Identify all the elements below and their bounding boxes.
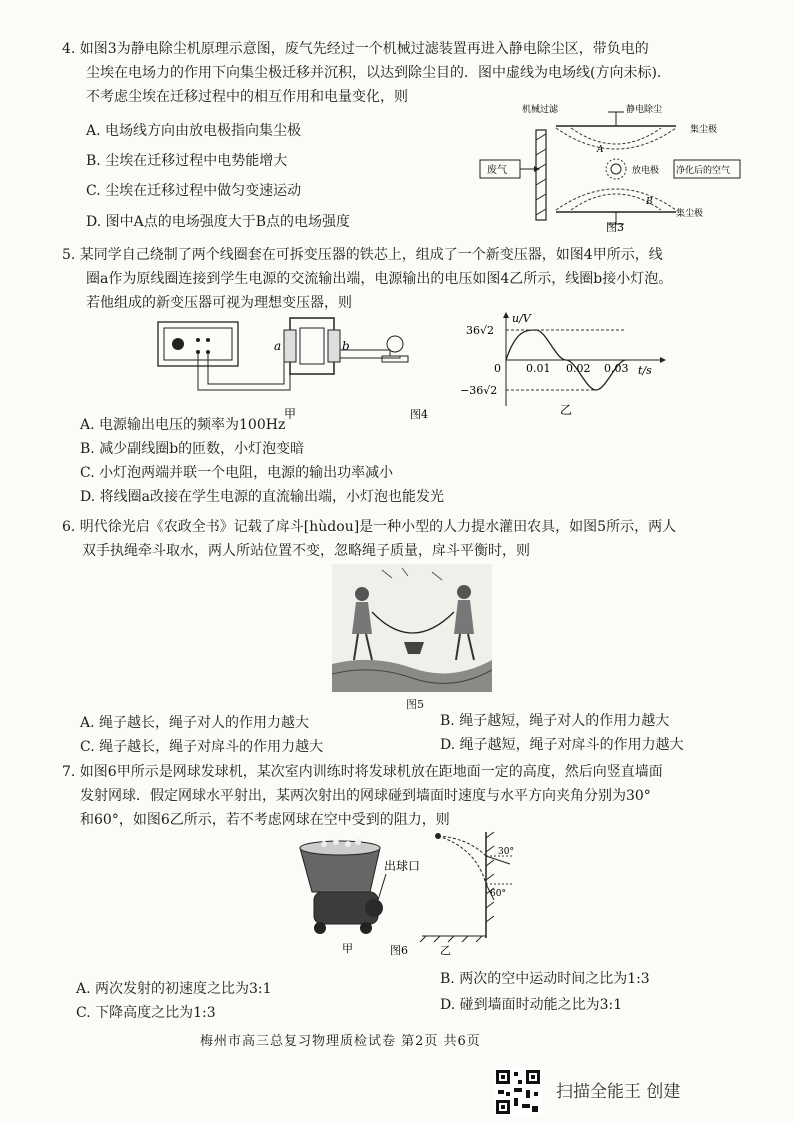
q6-option-c: C. 绳子越长，绳子对戽斗的作用力越大 xyxy=(80,739,324,755)
collector-bottom-label: 集尘极 xyxy=(676,209,704,219)
qr-code-icon xyxy=(494,1068,542,1116)
y-max-label: 36√2 xyxy=(466,324,495,337)
scanner-watermark: 扫描全能王 创建 xyxy=(556,1082,681,1102)
q4-option-d: D. 图中A点的电场强度大于B点的电场强度 xyxy=(86,214,351,230)
figure-3-caption: 图3 xyxy=(606,221,624,232)
q4-option-c: C. 尘埃在迁移过程中做匀变速运动 xyxy=(86,183,302,199)
y-axis-label: u/V xyxy=(512,312,531,325)
figure-4-yi-label: 乙 xyxy=(560,403,573,417)
figure-6-yi-label: 乙 xyxy=(440,944,451,957)
figure-4-caption: 图4 xyxy=(410,408,428,421)
filter-label: 机械过滤 xyxy=(522,105,559,115)
figure-5-caption: 图5 xyxy=(406,698,424,711)
x-axis-label: t/s xyxy=(638,364,652,377)
outlet-label: 出球口 xyxy=(384,859,421,873)
y-min-label: −36√2 xyxy=(460,384,498,397)
q4-option-a: A. 电场线方向由放电极指向集尘极 xyxy=(86,123,302,139)
collector-top-label: 集尘极 xyxy=(690,125,718,135)
q4-line-3: 不考虑尘埃在迁移过程中的相互作用和电量变化，则 xyxy=(86,89,408,105)
q5-option-b: B. 减少副线圈b的匝数，小灯泡变暗 xyxy=(80,441,305,457)
q6-line-2: 双手执绳牵斗取水，两人所站位置不变，忽略绳子质量，戽斗平衡时，则 xyxy=(82,543,530,559)
q5-line-3: 若他组成的新变压器可视为理想变压器，则 xyxy=(86,295,352,311)
coil-b-label: b xyxy=(342,339,350,353)
q6-option-a: A. 绳子越长，绳子对人的作用力越大 xyxy=(80,715,310,731)
q5-line-2: 圈a作为原线圈连接到学生电源的交流输出端，电源输出的电压如图4乙所示，线圈b接小灯泡。 xyxy=(86,271,673,287)
electrostatic-precipitator-diagram xyxy=(476,100,744,232)
discharge-label: 放电极 xyxy=(632,166,660,176)
q6-option-b: B. 绳子越短，绳子对人的作用力越大 xyxy=(440,713,670,729)
q5-option-c: C. 小灯泡两端并联一个电阻，电源的输出功率减小 xyxy=(80,465,394,481)
tick-001: 0.01 xyxy=(526,362,551,375)
tennis-machine-figure xyxy=(290,828,550,960)
clean-air-label: 净化后的空气 xyxy=(676,166,731,176)
q6-line-1: 6. 明代徐光启《农政全书》记载了戽斗[hùdou]是一种小型的人力提水灌田农具，如图5所示，两人 xyxy=(62,519,677,535)
figure-6-jia-label: 甲 xyxy=(342,942,353,955)
coil-a-label: a xyxy=(274,339,282,353)
gas-label: 废气 xyxy=(487,165,507,176)
q4-line-1: 4. 如图3为静电除尘机原理示意图，废气先经过一个机械过滤装置再进入静电除尘区，带负电的 xyxy=(62,41,649,57)
angle-60-label: 60° xyxy=(490,889,506,899)
q5-option-d: D. 将线圈a改接在学生电源的直流输出端，小灯泡也能发光 xyxy=(80,489,444,505)
point-b-label: B xyxy=(646,197,653,207)
q7-option-b: B. 两次的空中运动时间之比为1:3 xyxy=(440,971,650,987)
q7-option-a: A. 两次发射的初速度之比为3:1 xyxy=(76,981,272,997)
tick-003: 0.03 xyxy=(604,362,629,375)
figure-4-jia-label: 甲 xyxy=(284,407,297,421)
q7-option-d: D. 碰到墙面时动能之比为3:1 xyxy=(440,997,623,1013)
figure-6-caption: 图6 xyxy=(390,944,408,957)
q5-line-1: 5. 某同学自己绕制了两个线圈套在可拆变压器的铁芯上，组成了一个新变压器，如图4甲所示，线 xyxy=(62,247,663,263)
q6-option-d: D. 绳子越短，绳子对戽斗的作用力越大 xyxy=(440,737,684,753)
hudou-illustration xyxy=(332,564,492,692)
point-a-label: A xyxy=(597,145,604,155)
q7-line-2: 发射网球．假定网球水平射出，某两次射出的网球碰到墙面时速度与水平方向夹角分别为30° xyxy=(80,788,651,804)
q5-option-a: A. 电源输出电压的频率为100Hz xyxy=(80,417,286,433)
voltage-time-graph xyxy=(460,310,670,420)
q7-option-c: C. 下降高度之比为1:3 xyxy=(76,1005,216,1021)
transformer-circuit-diagram xyxy=(150,310,450,422)
page-footer: 梅州市高三总复习物理质检试卷 第2页 共6页 xyxy=(200,1034,481,1049)
angle-30-label: 30° xyxy=(498,847,514,857)
tick-002: 0.02 xyxy=(566,362,591,375)
region-label: 静电除尘 xyxy=(626,105,663,115)
q4-line-2: 尘埃在电场力的作用下向集尘极迁移并沉积，以达到除尘目的．图中虚线为电场线(方向未标)． xyxy=(86,65,671,81)
q7-line-1: 7. 如图6甲所示是网球发球机，某次室内训练时将发球机放在距地面一定的高度，然后向竖直墙面 xyxy=(62,764,663,780)
q7-line-3: 和60°，如图6乙所示，若不考虑网球在空中受到的阻力，则 xyxy=(80,812,450,828)
q4-option-b: B. 尘埃在迁移过程中电势能增大 xyxy=(86,153,288,169)
origin-label: 0 xyxy=(494,362,501,375)
